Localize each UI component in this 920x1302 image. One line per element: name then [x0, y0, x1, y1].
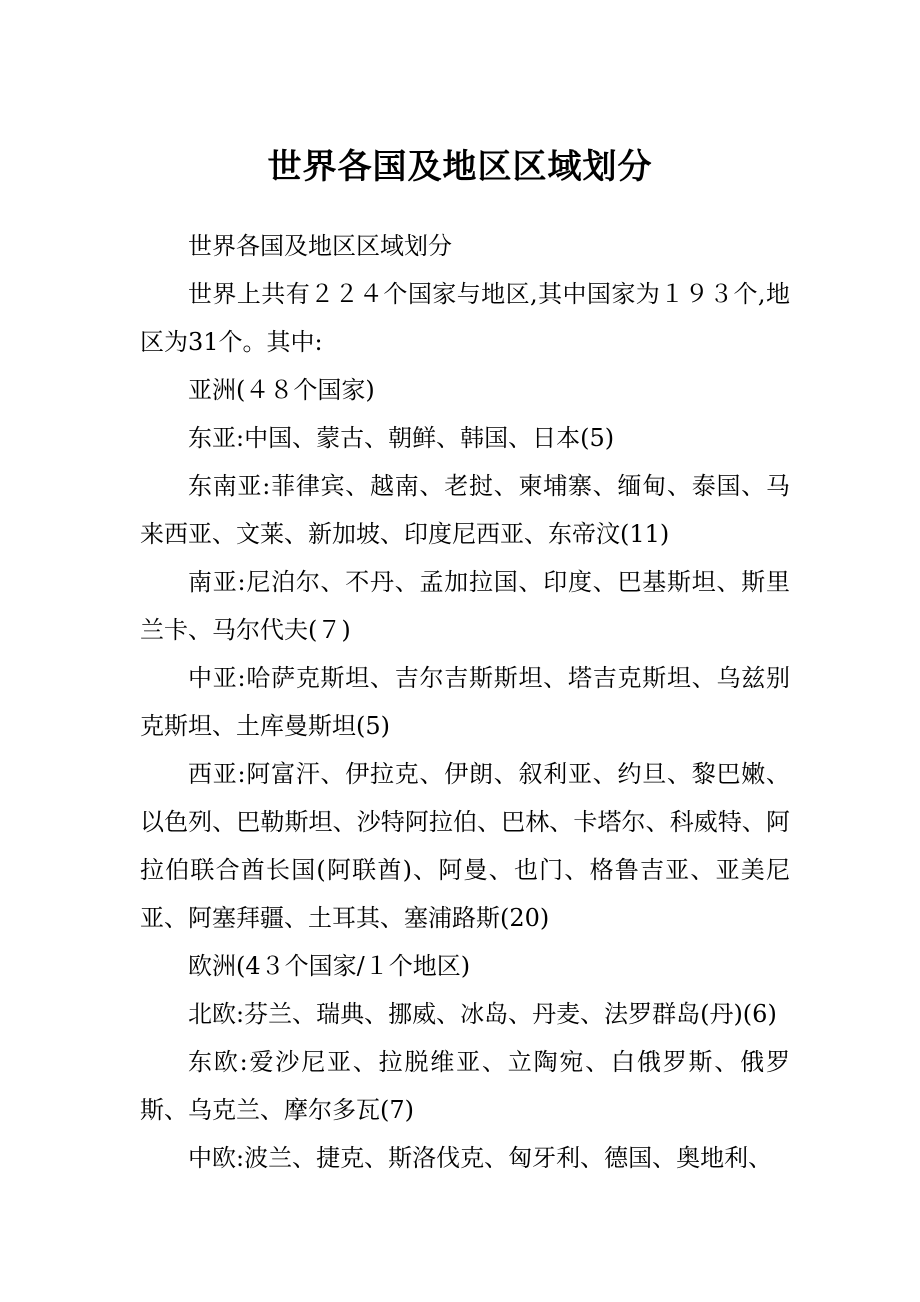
paragraph-southeast-asia: 东南亚:菲律宾、越南、老挝、柬埔寨、缅甸、泰国、马来西亚、文莱、新加坡、印度尼西亚、东帝汶(11) [140, 472, 790, 548]
paragraph-south-asia: 南亚:尼泊尔、不丹、孟加拉国、印度、巴基斯坦、斯里兰卡、马尔代夫(７) [140, 568, 790, 644]
paragraph-europe-heading: 欧洲(4３个国家/１个地区) [188, 952, 471, 980]
paragraph-east-asia: 东亚:中国、蒙古、朝鲜、韩国、日本(5) [188, 424, 615, 452]
paragraph-central-europe: 中欧:波兰、捷克、斯洛伐克、匈牙利、德国、奥地利、 [188, 1144, 773, 1172]
paragraph-subtitle: 世界各国及地区区域划分 [188, 232, 452, 260]
document-body [140, 222, 790, 1182]
document-title: 世界各国及地区区域划分 [267, 147, 653, 187]
paragraph-asia-heading: 亚洲(４８个国家) [188, 376, 375, 404]
paragraph-west-asia: 西亚:阿富汗、伊拉克、伊朗、叙利亚、约旦、黎巴嫩、以色列、巴勒斯坦、沙特阿拉伯、巴林、卡塔尔、科威特、阿拉伯联合酋长国(阿联酋)、阿曼、也门、格鲁吉亚、亚美尼亚、阿塞拜疆、土耳其、塞浦路斯(20) [140, 760, 790, 932]
paragraph-eastern-europe: 东欧:爱沙尼亚、拉脱维亚、立陶宛、白俄罗斯、俄罗斯、乌克兰、摩尔多瓦(7) [140, 1048, 790, 1124]
paragraph-overview: 世界上共有２２４个国家与地区,其中国家为１９３个,地区为31个。其中: [140, 280, 790, 356]
paragraph-northern-europe: 北欧:芬兰、瑞典、挪威、冰岛、丹麦、法罗群岛(丹)(6) [188, 1000, 777, 1028]
paragraph-central-asia: 中亚:哈萨克斯坦、吉尔吉斯斯坦、塔吉克斯坦、乌兹别克斯坦、土库曼斯坦(5) [140, 664, 790, 740]
